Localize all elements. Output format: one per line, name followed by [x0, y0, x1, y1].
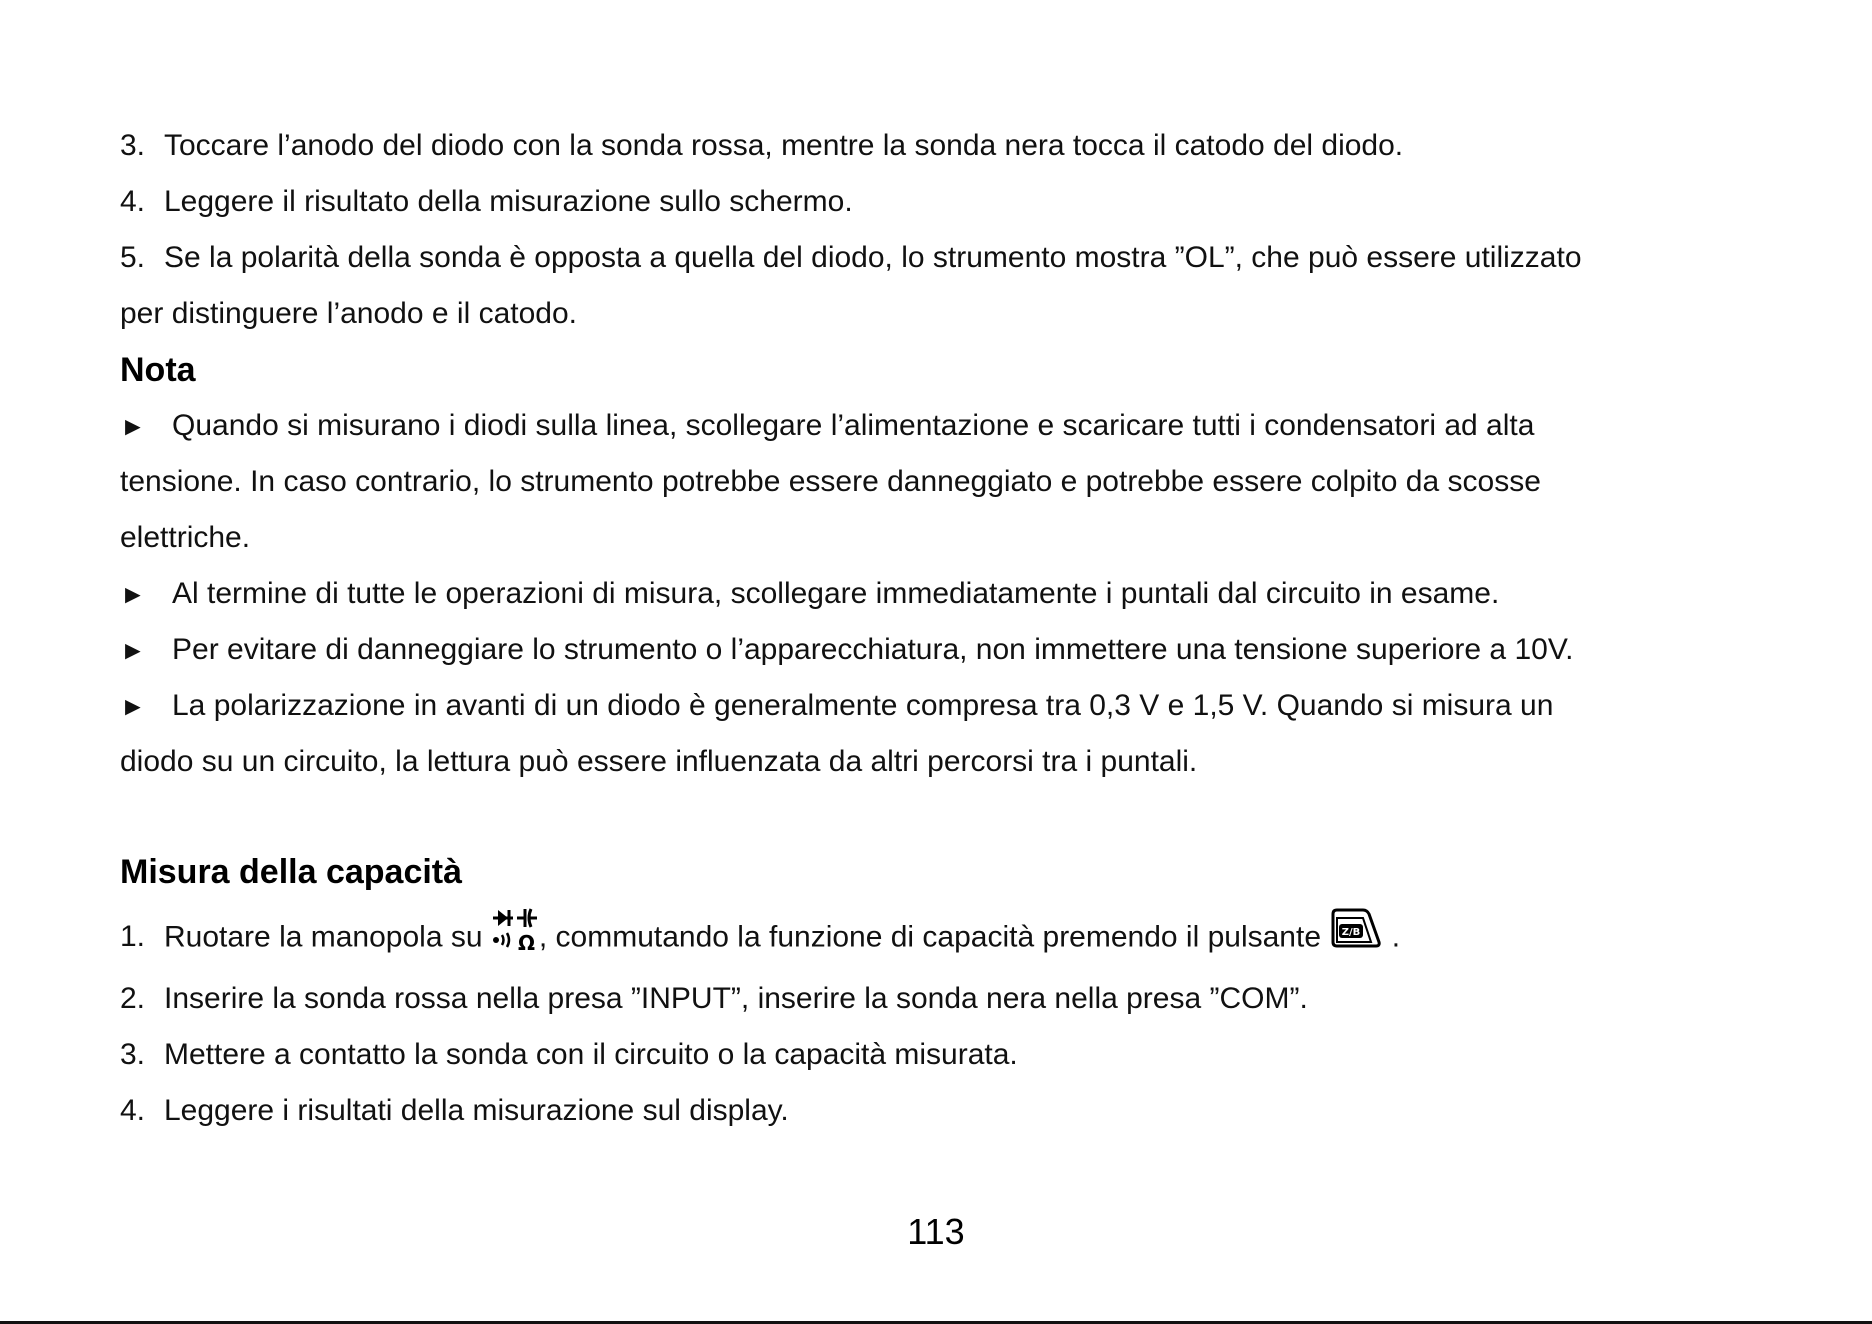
- note-text: Quando si misurano i diodi sulla linea, scollegare l’alimentazione e scaricare tutti i condensatori ad alta: [172, 409, 1535, 442]
- bullet-arrow-icon: ►: [120, 635, 146, 665]
- step-3: [120, 118, 1780, 174]
- note-item-4: [120, 678, 1780, 734]
- select-button-icon: [1329, 908, 1383, 969]
- step-5-continuation: per distinguere l’anodo e il catodo.: [120, 297, 577, 330]
- note-text: Al termine di tutte le operazioni di misura, scollegare immediatamente i puntali dal circuito in esame.: [172, 577, 1500, 610]
- step-number: 2.: [120, 982, 146, 1015]
- step-text: Leggere il risultato della misurazione sullo schermo.: [164, 185, 853, 218]
- note-item-1-continuation: elettriche.: [120, 521, 251, 554]
- step-text-middle: , commutando la funzione di capacità premendo il pulsante: [538, 920, 1322, 954]
- note-item-4-continuation: diodo su un circuito, la lettura può essere influenzata da altri percorsi tra i puntali.: [120, 745, 1198, 778]
- page-number: 113: [907, 1211, 965, 1252]
- step-number: 5.: [120, 241, 146, 274]
- step-number: 4.: [120, 1094, 146, 1127]
- step-text: Se la polarità della sonda è opposta a quella del diodo, lo strumento mostra ”OL”, che può essere utilizzato: [164, 241, 1582, 274]
- note-item-3: [120, 622, 1780, 678]
- step-4: [120, 174, 1780, 230]
- bullet-arrow-icon: ►: [120, 579, 146, 609]
- bullet-arrow-icon: ►: [120, 691, 146, 721]
- capacity-step-1: [120, 906, 1780, 971]
- diode-capacitor-continuity-ohm-icon: [491, 906, 539, 971]
- step-number: 1.: [120, 920, 146, 954]
- step-text: Toccare l’anodo del diodo con la sonda rossa, mentre la sonda nera tocca il catodo del diodo.: [164, 129, 1404, 162]
- bullet-arrow-icon: ►: [120, 411, 146, 441]
- capacity-step-3: [120, 1027, 1780, 1083]
- step-number: 3.: [120, 129, 146, 162]
- button-label: Z/B: [1342, 927, 1361, 938]
- step-text-after: .: [1391, 920, 1401, 954]
- note-text: La polarizzazione in avanti di un diodo è generalmente compresa tra 0,3 V e 1,5 V. Quando si misura un: [172, 689, 1554, 722]
- note-heading: Nota: [120, 351, 196, 389]
- step-number: 3.: [120, 1038, 146, 1071]
- step-5: [120, 230, 1780, 286]
- section-gap: [120, 790, 1780, 844]
- step-text: Leggere i risultati della misurazione sul display.: [164, 1094, 789, 1127]
- note-text: Per evitare di danneggiare lo strumento o l’apparecchiatura, non immettere una tensione superiore a 10V.: [172, 633, 1574, 666]
- step-number: 4.: [120, 185, 146, 218]
- capacity-step-2: [120, 971, 1780, 1027]
- step-text-before: Ruotare la manopola su: [164, 920, 483, 954]
- note-item-1: [120, 398, 1780, 454]
- svg-text:Ω: Ω: [517, 931, 535, 952]
- capacity-step-4: [120, 1083, 1780, 1139]
- capacity-heading: Misura della capacità: [120, 853, 463, 891]
- note-item-1-continuation: tensione. In caso contrario, lo strumento potrebbe essere danneggiato e potrebbe essere colpito da scosse: [120, 465, 1541, 498]
- step-text: Mettere a contatto la sonda con il circuito o la capacità misurata.: [164, 1038, 1018, 1071]
- step-text: Inserire la sonda rossa nella presa ”INPUT”, inserire la sonda nera nella presa ”COM”.: [164, 982, 1308, 1015]
- document-body: [120, 118, 1780, 1139]
- note-item-2: [120, 566, 1780, 622]
